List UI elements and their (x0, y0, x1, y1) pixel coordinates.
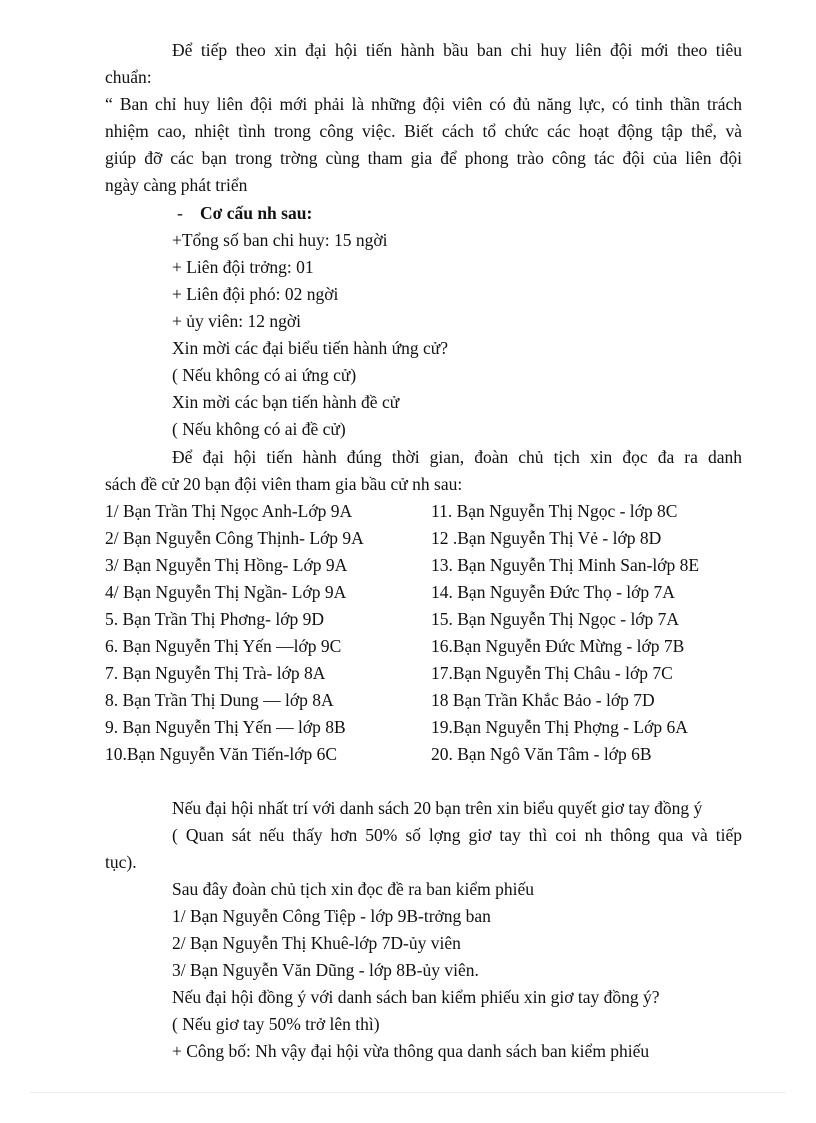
candidate-left: 8. Bạn Trần Thị Dung — lớp 8A (105, 690, 334, 710)
counting-question: Nếu đại hội đồng ý với danh sách ban kiểm phiếu xin giơ tay đồng ý? (172, 987, 660, 1007)
structure-item: + Liên đội trởng: 01 (172, 257, 314, 277)
structure-item: +Tổng số ban chi huy: 15 ngời (172, 230, 388, 250)
candidate-left: 1/ Bạn Trần Thị Ngọc Anh-Lớp 9A (105, 501, 353, 521)
candidate-right: 16.Bạn Nguyễn Đức Mừng - lớp 7B (431, 636, 685, 656)
intro-line-3: “ Ban chỉ huy liên đội mới phải là những đội viên có đủ năng lực, có tinh thần trách (105, 94, 742, 114)
page-bottom-divider (30, 1092, 786, 1093)
candidate-left: 5. Bạn Trần Thị Phơng- lớp 9D (105, 609, 324, 629)
structure-dash: - (177, 203, 183, 223)
candidate-left: 2/ Bạn Nguyễn Công Thịnh- Lớp 9A (105, 528, 364, 548)
candidate-right: 19.Bạn Nguyễn Thị Phợng - Lớp 6A (431, 717, 688, 737)
candidate-right: 13. Bạn Nguyễn Thị Minh San-lớp 8E (431, 555, 700, 575)
intro-line-5: giúp đỡ các bạn trong trờng cùng tham gia để phong trào công tác đội của liên đội (105, 148, 742, 168)
counting-condition: ( Nếu giơ tay 50% trở lên thì) (172, 1014, 380, 1034)
candidate-right: 11. Bạn Nguyễn Thị Ngọc - lớp 8C (431, 501, 678, 521)
nomination-line: ( Nếu không có ai ứng cử) (172, 365, 357, 385)
structure-item: + Liên đội phó: 02 ngời (172, 284, 339, 304)
candidate-left: 6. Bạn Nguyễn Thị Yến —lớp 9C (105, 636, 342, 656)
vote-line-2: ( Quan sát nếu thấy hơn 50% số lợng giơ tay thì coi nh thông qua và tiếp (172, 825, 742, 845)
counting-intro: Sau đây đoàn chủ tịch xin đọc đề ra ban kiểm phiếu (172, 879, 535, 899)
intro-line-4: nhiệm cao, nhiệt tình trong công việc. Biết cách tổ chức các hoạt động tập thể, và (105, 121, 742, 141)
candidate-left: 10.Bạn Nguyễn Văn Tiến-lớp 6C (105, 744, 338, 764)
nomination-line: ( Nếu không có ai đề cử) (172, 419, 346, 439)
counting-member: 2/ Bạn Nguyễn Thị Khuê-lớp 7D-ủy viên (172, 933, 461, 953)
candidate-left: 4/ Bạn Nguyễn Thị Ngần- Lớp 9A (105, 582, 347, 602)
candidate-right: 17.Bạn Nguyễn Thị Châu - lớp 7C (431, 663, 673, 683)
nomination-line: Xin mời các bạn tiến hành đề cử (172, 392, 400, 412)
candidate-right: 12 .Bạn Nguyễn Thị Vẻ - lớp 8D (431, 528, 662, 548)
vote-line-3: tục). (105, 852, 137, 872)
candidate-left: 3/ Bạn Nguyễn Thị Hồng- Lớp 9A (105, 555, 348, 575)
nomination-line: Xin mời các đại biểu tiến hành ứng cử? (172, 338, 449, 358)
candidate-left: 7. Bạn Nguyễn Thị Trà- lớp 8A (105, 663, 326, 683)
counting-member: 3/ Bạn Nguyễn Văn Dũng - lớp 8B-ủy viên. (172, 960, 479, 980)
intro-line-1: Để tiếp theo xin đại hội tiến hành bầu ban chi huy liên đội mới theo tiêu (172, 40, 742, 60)
structure-item: + ủy viên: 12 ngời (172, 311, 301, 331)
candidate-right: 14. Bạn Nguyễn Đức Thọ - lớp 7A (431, 582, 675, 602)
candidate-right: 20. Bạn Ngô Văn Tâm - lớp 6B (431, 744, 652, 764)
structure-heading: Cơ cấu nh sau: (200, 203, 313, 223)
list-intro-line-2: sách đề cử 20 bạn đội viên tham gia bầu cử nh sau: (105, 474, 463, 494)
vote-line-1: Nếu đại hội nhất trí với danh sách 20 bạn trên xin biểu quyết giơ tay đồng ý (172, 798, 703, 818)
list-intro-line-1: Để đại hội tiến hành đúng thời gian, đoàn chủ tịch xin đọc đa ra danh (172, 447, 742, 467)
intro-line-6: ngày càng phát triển (105, 175, 248, 195)
intro-line-2: chuẩn: (105, 67, 152, 87)
counting-member: 1/ Bạn Nguyễn Công Tiệp - lớp 9B-trởng ban (172, 906, 491, 926)
candidate-left: 9. Bạn Nguyễn Thị Yến — lớp 8B (105, 717, 346, 737)
counting-announce: + Công bố: Nh vậy đại hội vừa thông qua danh sách ban kiểm phiếu (172, 1041, 650, 1061)
candidate-right: 15. Bạn Nguyễn Thị Ngọc - lớp 7A (431, 609, 680, 629)
candidate-right: 18 Bạn Trần Khắc Bảo - lớp 7D (431, 690, 655, 710)
